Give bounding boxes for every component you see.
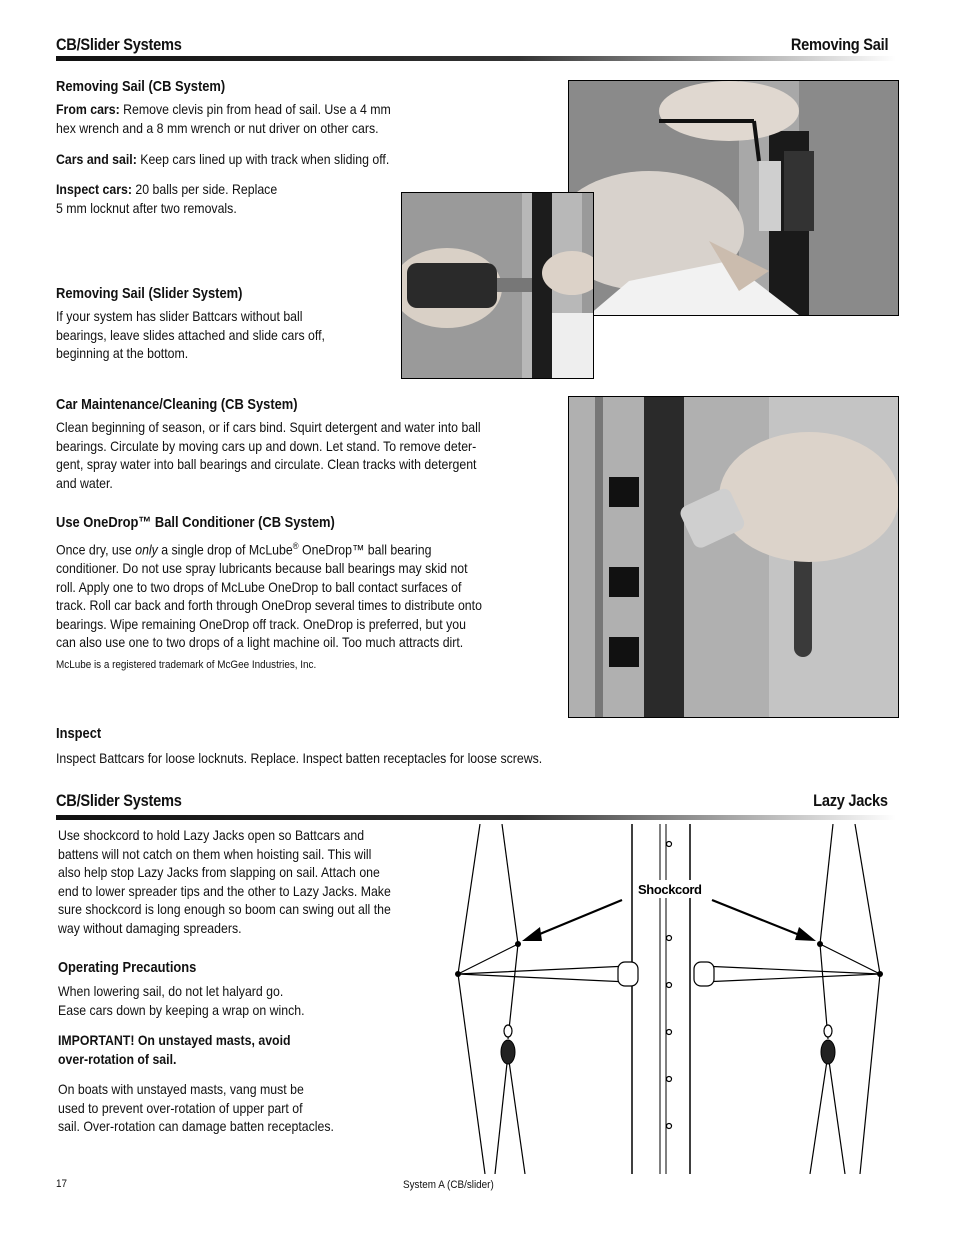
page-number: 17 [56,1178,68,1190]
footer-doc-name: System A (CB/slider) [403,1179,494,1191]
trademark-note: McLube is a registered trademark of McGee Industries, Inc. [56,659,317,671]
precautions-text: When lowering sail, do not let halyard go. Ease cars down by keeping a wrap on winch. [58,983,305,1018]
inspect-heading: Inspect [56,725,102,742]
cb-removal-inspect-cars: Inspect cars: 20 balls per side. Replace 5 mm locknut after two removals. [56,181,278,216]
slider-removal-heading: Removing Sail (Slider System) [56,285,243,302]
unstayed-text: On boats with unstayed masts, vang must be used to prevent over-rotation of upper part of sail. Over-rotation can damage batten receptacles. [58,1081,334,1134]
shockcord-label: Shockcord [638,882,702,897]
hex-wrench-photo [568,80,899,316]
section-title-right: Removing Sail [790,35,888,54]
onedrop-text: Once dry, use only a single drop of McLube® OneDrop™ ball bearing conditioner. Do not use spray lubricants because ball bearings may skid not roll. Apply one to two drops of McLube OneDrop to ball contact surfaces of track. Roll car back and forth through OneDrop several times to distribute onto bearings. Wipe remaining OneDrop off track. OneDrop is preferred, but you can also use one to two drops of a light machine oil. Too much attracts dirt. [56,541,482,651]
slider-removal-text: If your system has slider Battcars without ball bearings, leave slides attached and slide cars off, beginning at the bottom. [56,308,325,361]
precautions-heading: Operating Precautions [58,959,197,976]
inspect-text: Inspect Battcars for loose locknuts. Replace. Inspect batten receptacles for loose screws. [56,750,543,766]
nut-driver-photo [401,192,594,379]
cb-removal-from-cars: From cars: Remove clevis pin from head of sail. Use a 4 mm hex wrench and a 8 mm wrench or nut driver on other cars. [56,101,391,136]
onedrop-application-photo [568,396,899,718]
maintenance-text: Clean beginning of season, or if cars bind. Squirt detergent and water into ball bearings. Circulate by moving cars up and down. Let stand. To remove deter- gent, spray water into ball bearings and circulate. Clean tracks with detergent and water. [56,419,481,491]
onedrop-heading: Use OneDrop™ Ball Conditioner (CB System) [56,514,335,531]
maintenance-heading: Car Maintenance/Cleaning (CB System) [56,396,298,413]
important-note: IMPORTANT! On unstayed masts, avoid over-rotation of sail. [58,1032,291,1067]
cb-removal-cars-sail: Cars and sail: Keep cars lined up with track when sliding off. [56,151,390,167]
section-rule [56,56,896,61]
section2-rule [56,815,896,820]
lazyjacks-diagram [450,824,896,1174]
lazyjacks-text: Use shockcord to hold Lazy Jacks open so Battcars and battens will not catch on them when hoisting sail. This will also help stop Lazy Jacks from slapping on sail. Attach one end to lower spreader tips and the other to Lazy Jacks. Make sure shockcord is long enough so boom can swing out all the way without damaging spreaders. [58,827,391,936]
section-title-left: CB/Slider Systems [56,35,182,54]
section2-title-right: Lazy Jacks [813,791,888,810]
cb-removal-heading: Removing Sail (CB System) [56,78,226,95]
section2-title-left: CB/Slider Systems [56,791,182,810]
